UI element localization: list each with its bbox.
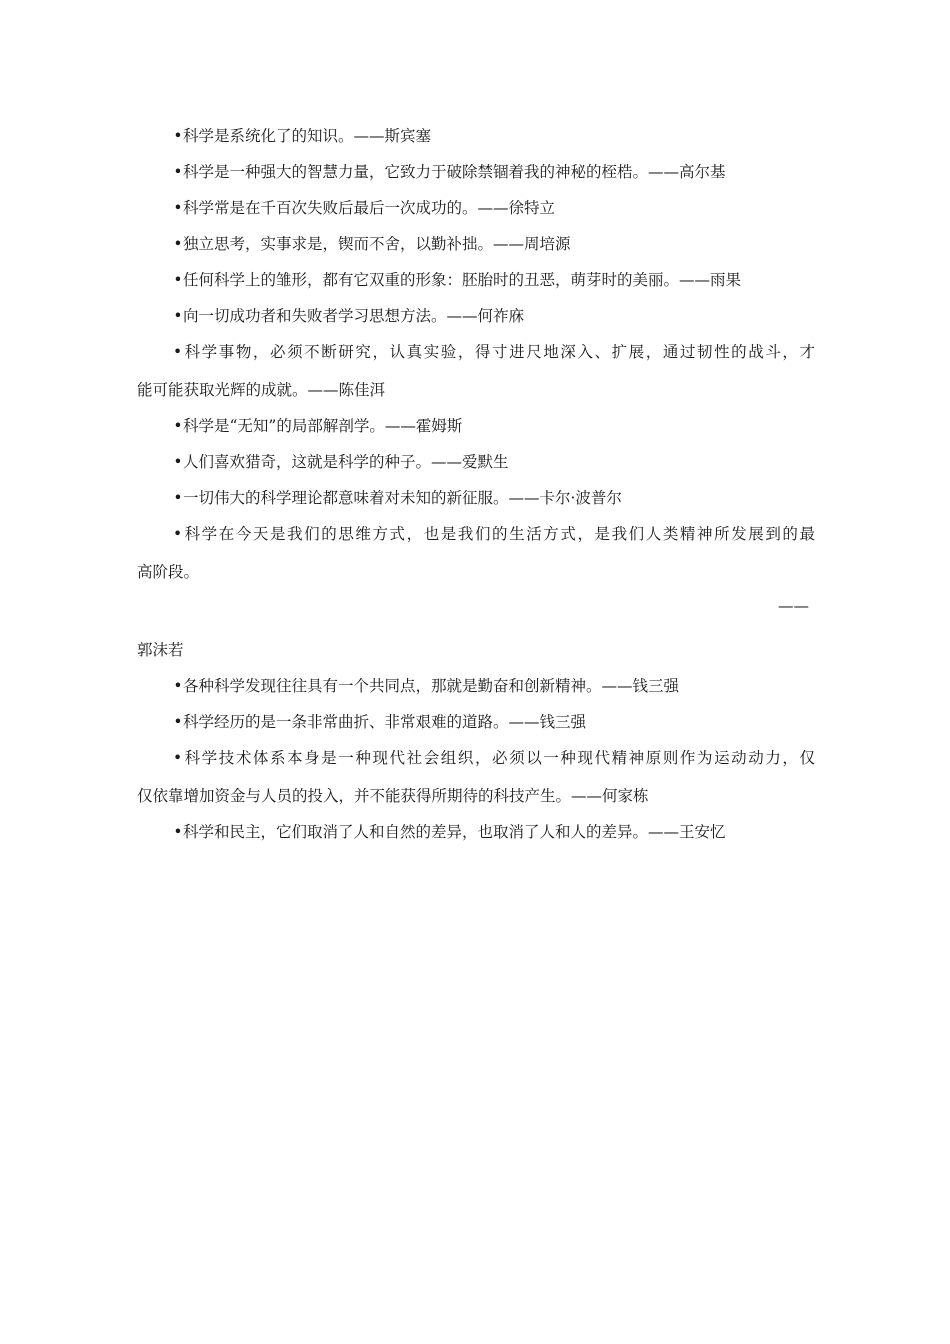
quote-item bbox=[137, 674, 815, 698]
bullet: • bbox=[173, 271, 183, 289]
quote-text: 科学是系统化了的知识。——斯宾塞 bbox=[183, 127, 432, 145]
bullet: • bbox=[173, 163, 183, 181]
quote-text: 科学经历的是一条非常曲折、非常艰难的道路。——钱三强 bbox=[183, 713, 587, 731]
quote-text: 科学和民主，它们取消了人和自然的差异，也取消了人和人的差异。——王安忆 bbox=[183, 823, 726, 841]
quote-text: 科学是“无知”的局部解剖学。——霍姆斯 bbox=[183, 417, 463, 435]
quote-item bbox=[137, 710, 815, 734]
bullet: • bbox=[173, 749, 183, 767]
quote-continuation: 能可能获取光辉的成就。——陈佳洱 bbox=[137, 381, 386, 399]
quote-item bbox=[137, 232, 815, 256]
quote-list bbox=[137, 124, 815, 856]
quote-item bbox=[137, 746, 815, 808]
quote-text: 科学事物，必须不断研究，认真实验，得寸进尺地深入、扩展，通过韧性的战斗，才 bbox=[183, 343, 815, 361]
bullet: • bbox=[173, 823, 183, 841]
quote-continuation: 高阶段。 bbox=[137, 563, 200, 581]
bullet: • bbox=[173, 525, 183, 543]
quote-text: 任何科学上的雏形，都有它双重的形象：胚胎时的丑恶，萌芽时的美丽。——雨果 bbox=[183, 271, 742, 289]
bullet: • bbox=[173, 235, 183, 253]
bullet: • bbox=[173, 677, 183, 695]
quote-item bbox=[137, 414, 815, 438]
quote-item bbox=[137, 340, 815, 402]
bullet: • bbox=[173, 713, 183, 731]
quote-item bbox=[137, 124, 815, 148]
quote-text: 科学技术体系本身是一种现代社会组织，必须以一种现代精神原则作为运动动力，仅 bbox=[183, 749, 815, 767]
quote-item bbox=[137, 268, 815, 292]
quote-item bbox=[137, 450, 815, 474]
quote-item bbox=[137, 820, 815, 844]
quote-text: 向一切成功者和失败者学习思想方法。——何祚庥 bbox=[183, 307, 525, 325]
quote-item bbox=[137, 486, 815, 510]
quote-text: 科学在今天是我们的思维方式，也是我们的生活方式，是我们人类精神所发展到的最 bbox=[183, 525, 815, 543]
quote-item bbox=[137, 160, 815, 184]
bullet: • bbox=[173, 489, 183, 507]
quote-text: 一切伟大的科学理论都意味着对未知的新征服。——卡尔·波普尔 bbox=[183, 489, 622, 507]
bullet: • bbox=[173, 343, 183, 361]
quote-item bbox=[137, 522, 815, 662]
quote-author: 郭沫若 bbox=[137, 641, 184, 659]
bullet: • bbox=[173, 199, 183, 217]
quote-continuation: 仅依靠增加资金与人员的投入，并不能获得所期待的科技产生。——何家栋 bbox=[137, 787, 649, 805]
bullet: • bbox=[173, 127, 183, 145]
quote-text: 科学是一种强大的智慧力量，它致力于破除禁锢着我的神秘的桎梏。——高尔基 bbox=[183, 163, 726, 181]
bullet: • bbox=[173, 417, 183, 435]
quote-text: 独立思考，实事求是，锲而不舍，以勤补拙。——周培源 bbox=[183, 235, 571, 253]
quote-item bbox=[137, 304, 815, 328]
attribution-dash: —— bbox=[778, 597, 809, 615]
bullet: • bbox=[173, 453, 183, 471]
quote-text: 各种科学发现往往具有一个共同点，那就是勤奋和创新精神。——钱三强 bbox=[183, 677, 680, 695]
quote-item bbox=[137, 196, 815, 220]
quote-text: 科学常是在千百次失败后最后一次成功的。——徐特立 bbox=[183, 199, 556, 217]
bullet: • bbox=[173, 307, 183, 325]
quote-text: 人们喜欢猎奇，这就是科学的种子。——爱默生 bbox=[183, 453, 509, 471]
